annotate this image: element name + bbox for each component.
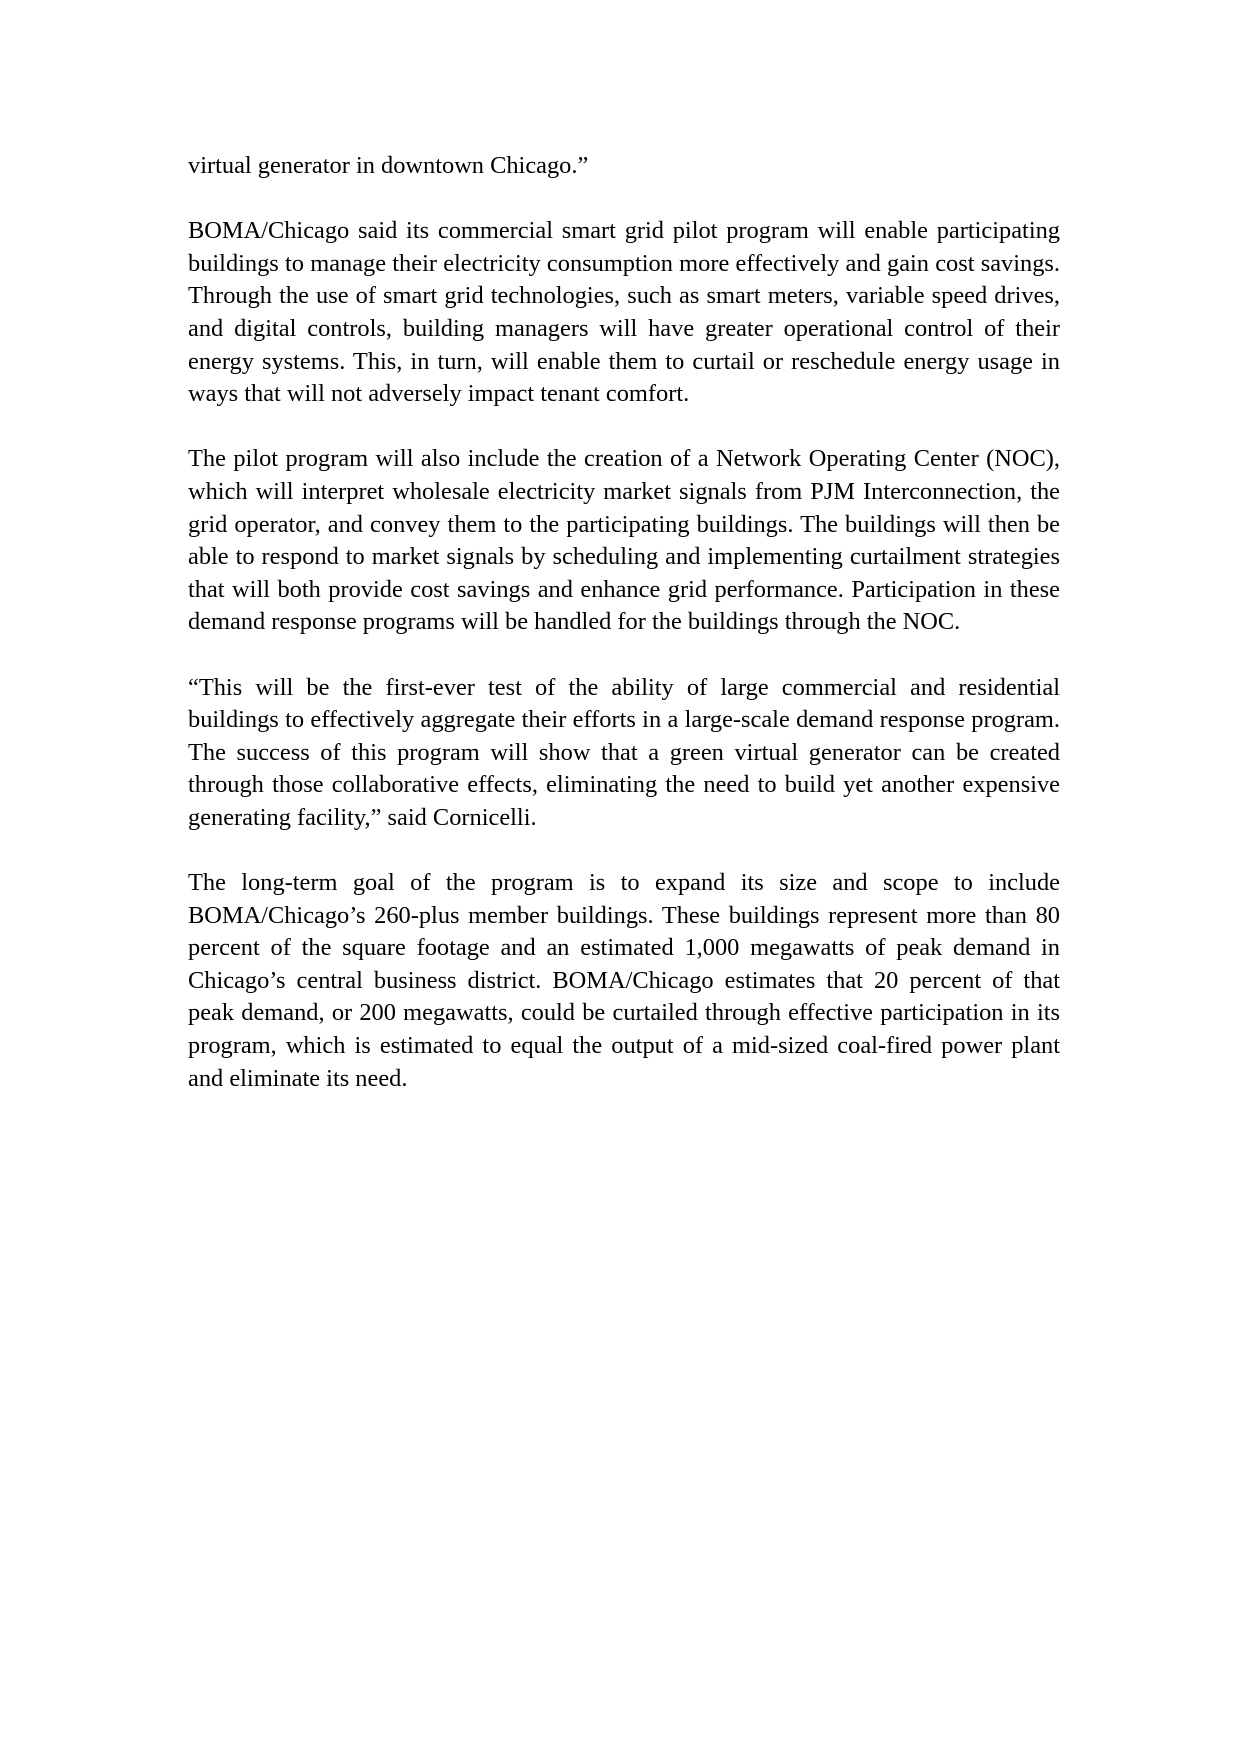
paragraph-cornicelli-quote: “This will be the first-ever test of the ability of large commercial and residential buildings to effectively aggregate their efforts in a large-scale demand response program. The success of this program will show that a green virtual generator can be created through those collaborative effects, eliminating the need to build yet another expensive generating facility,” said Cornicelli.	[188, 673, 1060, 831]
paragraph-smart-grid-pilot: BOMA/Chicago said its commercial smart grid pilot program will enable participating buildings to manage their electricity consumption more effectively and gain cost savings. Through the use of smart grid technologies, such as smart meters, variable speed drives, and digital controls, building managers will have greater operational control of their energy systems. This, in turn, will enable them to curtail or reschedule energy usage in ways that will not adversely impact tenant comfort.	[188, 217, 1060, 408]
paragraph-network-operating-center: The pilot program will also include the creation of a Network Operating Center (NOC), which will interpret wholesale electricity market signals from PJM Interconnection, the grid operator, and convey them to the participating buildings. The buildings will then be able to respond to market signals by scheduling and implementing curtailment strategies that will both provide cost savings and enhance grid performance. Participation in these demand response programs will be handled for the buildings through the NOC.	[188, 445, 1060, 636]
paragraph-continuation: virtual generator in downtown Chicago.”	[188, 152, 589, 179]
paragraph-long-term-goal: The long-term goal of the program is to expand its size and scope to include BOMA/Chicago’s 260-plus member buildings. These buildings represent more than 80 percent of the square footage and an estimated 1,000 megawatts of peak demand in Chicago’s central business district. BOMA/Chicago estimates that 20 percent of that peak demand, or 200 megawatts, could be curtailed through effective participation in its program, which is estimated to equal the output of a mid-sized coal-fired power plant and eliminate its need.	[188, 869, 1060, 1092]
document-body	[188, 150, 1060, 1128]
